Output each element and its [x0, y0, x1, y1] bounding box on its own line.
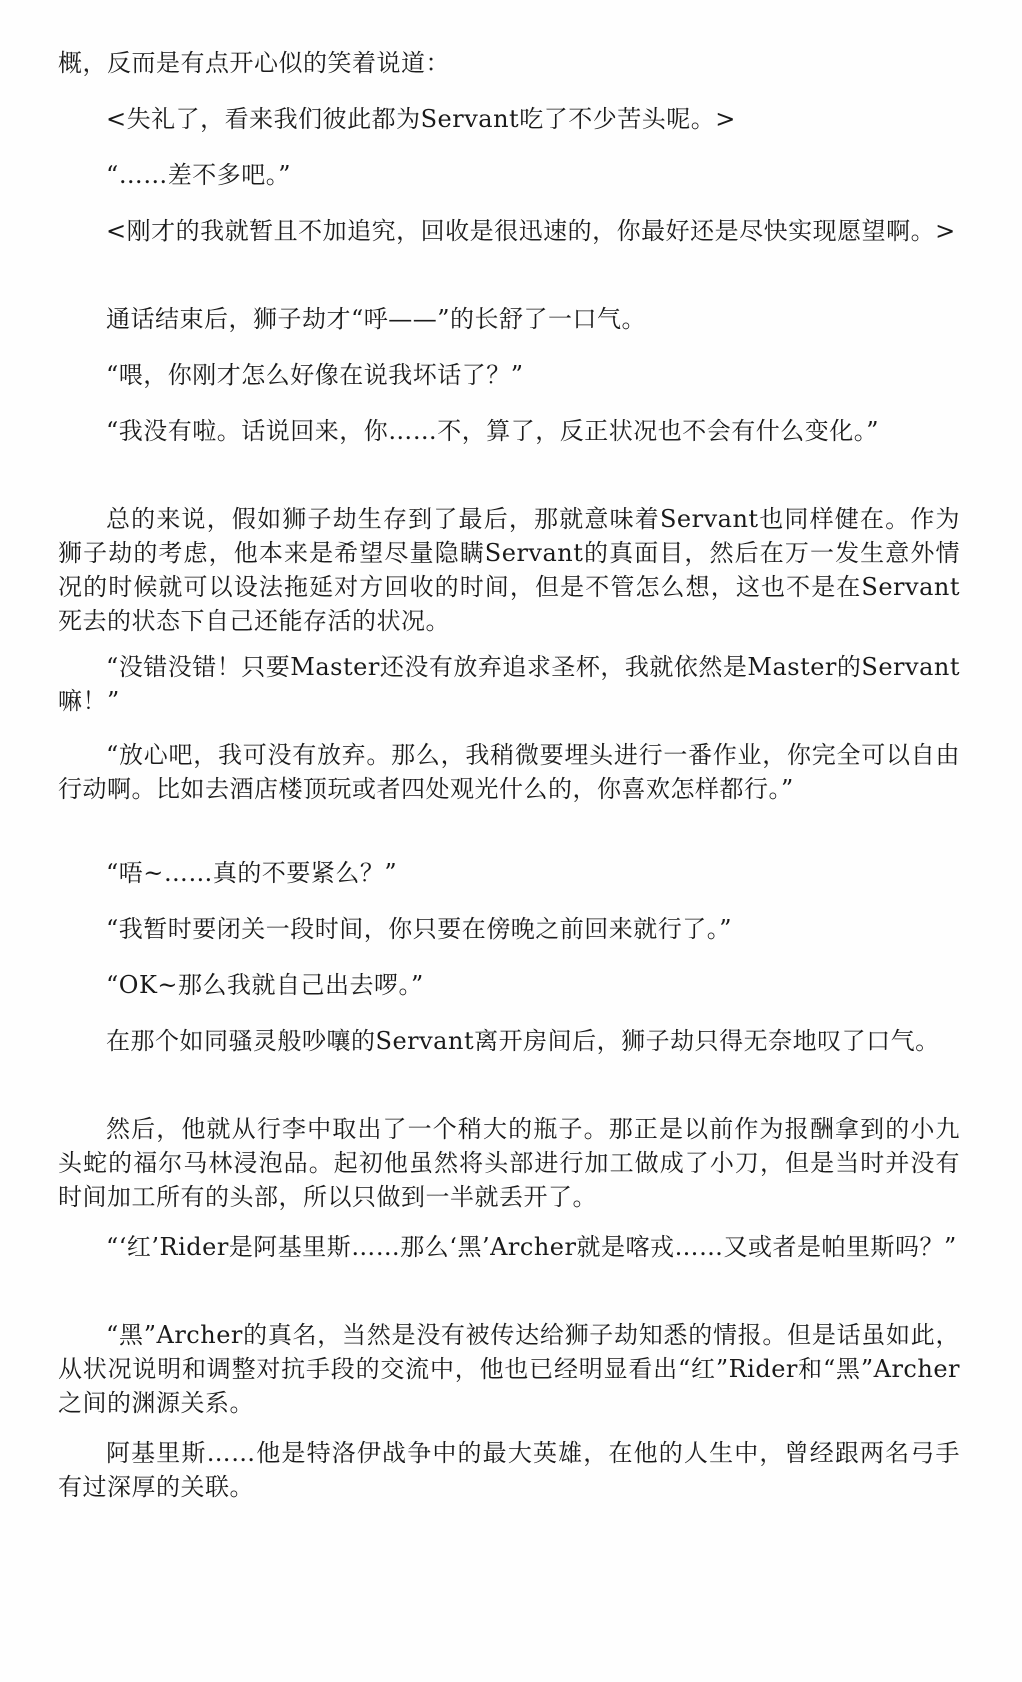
paragraph-6: “喂，你刚才怎么好像在说我坏话了？” [106, 361, 524, 389]
paragraph-16: “‘红’Rider是阿基里斯……那么‘黑’Archer就是喀戎……又或者是帕里斯吗？” [106, 1233, 957, 1261]
paragraph-9: “没错没错！只要Master还没有放弃追求圣杯，我就依然是Master的Servant嘛！” [58, 653, 960, 715]
paragraph-2: <失礼了，看来我们彼此都为Servant吃了不少苦头呢。> [106, 105, 736, 133]
paragraph-3: “……差不多吧。” [106, 161, 292, 189]
paragraph-15: 然后，他就从行李中取出了一个稍大的瓶子。那正是以前作为报酬拿到的小九头蛇的福尔马林浸泡品。起初他虽然将头部进行加工做成了小刀，但是当时并没有时间加工所有的头部，所以只做到一半就丢开了。 [58, 1115, 960, 1211]
paragraph-8: 总的来说，假如狮子劫生存到了最后，那就意味着Servant也同样健在。作为狮子劫的考虑，他本来是希望尽量隐瞒Servant的真面目，然后在万一发生意外情况的时候就可以设法拖延对方回收的时间，但是不管怎么想，这也不是在Servant死去的状态下自己还能存活的状况。 [58, 505, 960, 635]
paragraph-12: “我暂时要闭关一段时间，你只要在傍晚之前回来就行了。” [106, 915, 733, 943]
paragraph-7: “我没有啦。话说回来，你……不，算了，反正状况也不会有什么变化。” [106, 417, 880, 445]
paragraph-1: 概，反而是有点开心似的笑着说道： [58, 49, 450, 77]
paragraph-11: “唔~……真的不要紧么？” [106, 859, 398, 887]
paragraph-10: “放心吧，我可没有放弃。那么，我稍微要埋头进行一番作业，你完全可以自由行动啊。比如去酒店楼顶玩或者四处观光什么的，你喜欢怎样都行。” [58, 741, 960, 803]
paragraph-13: “OK~那么我就自己出去啰。” [106, 971, 424, 999]
paragraph-17: “黑”Archer的真名，当然是没有被传达给狮子劫知悉的情报。但是话虽如此，从状况说明和调整对抗手段的交流中，他也已经明显看出“红”Rider和“黑”Archer之间的渊源关系。 [58, 1321, 960, 1417]
paragraph-18: 阿基里斯……他是特洛伊战争中的最大英雄，在他的人生中，曾经跟两名弓手有过深厚的关联。 [58, 1439, 960, 1501]
paragraph-14: 在那个如同骚灵般吵嚷的Servant离开房间后，狮子劫只得无奈地叹了口气。 [106, 1027, 940, 1055]
paragraph-5: 通话结束后，狮子劫才“呼——”的长舒了一口气。 [106, 305, 647, 333]
paragraph-4: <刚才的我就暂且不加追究，回收是很迅速的，你最好还是尽快实现愿望啊。> [106, 217, 956, 245]
